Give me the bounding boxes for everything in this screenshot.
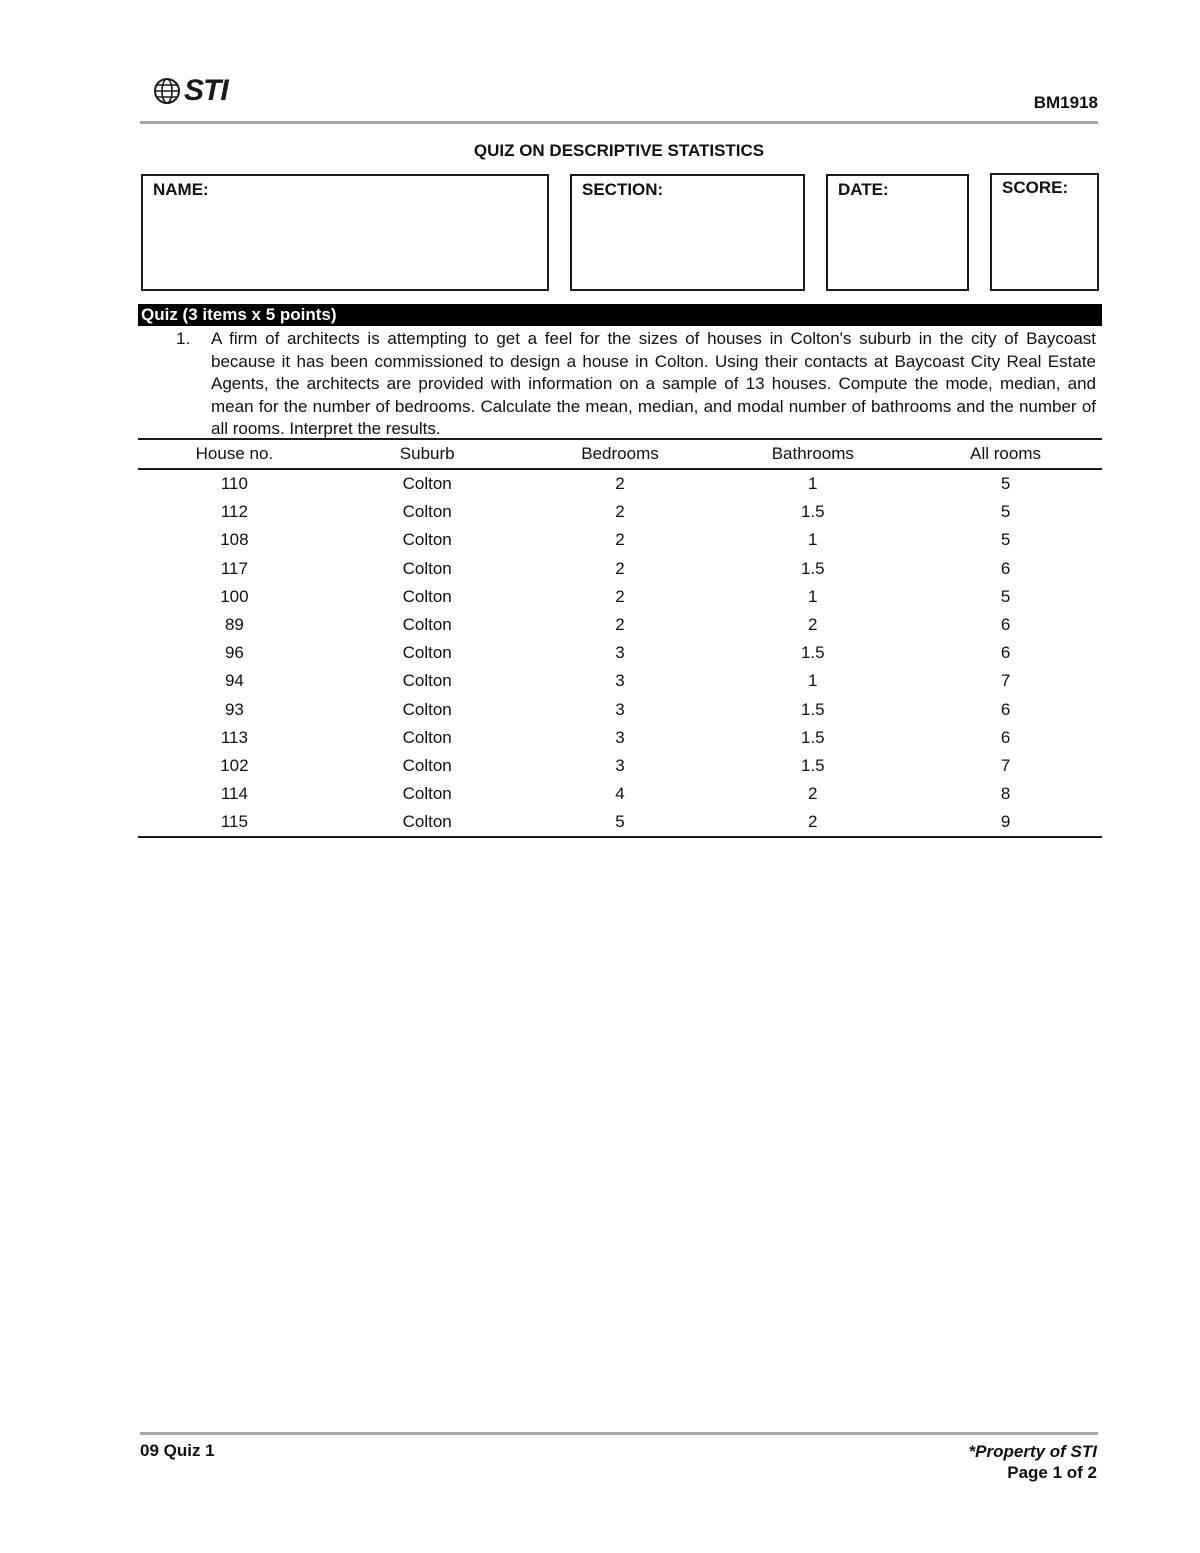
table-cell: 1 — [808, 586, 818, 606]
column-header: All rooms — [909, 439, 1102, 469]
table-row — [138, 808, 1102, 837]
table-cell: 1 — [808, 671, 818, 691]
table-cell: 115 — [138, 808, 331, 837]
section-label: SECTION: — [582, 180, 664, 199]
header-divider — [140, 121, 1098, 124]
table-cell: 6 — [1000, 643, 1011, 663]
table-cell: 94 — [224, 671, 244, 691]
table-cell: 6 — [1000, 699, 1011, 719]
table-cell: Colton — [402, 558, 452, 578]
table-cell: 1.5 — [800, 558, 825, 578]
quiz-heading: Quiz (3 items x 5 points) — [138, 304, 1102, 326]
table-cell: 6 — [1000, 727, 1011, 747]
table-cell: 96 — [224, 643, 244, 663]
table-cell: 6 — [1000, 615, 1011, 635]
score-label: SCORE: — [1002, 178, 1069, 197]
table-body — [138, 469, 1102, 837]
table-cell: 108 — [220, 530, 249, 550]
table-row — [138, 724, 1102, 752]
globe-icon — [152, 76, 182, 106]
table-cell: Colton — [402, 784, 452, 804]
logo-text: STI — [184, 74, 228, 107]
table-cell: Colton — [402, 615, 452, 635]
table-cell: 1.5 — [800, 727, 825, 747]
table-cell: Colton — [402, 699, 452, 719]
table-cell: 102 — [220, 755, 249, 775]
table-row — [138, 696, 1102, 724]
footer-divider — [140, 1432, 1098, 1435]
table-cell: 5 — [1000, 586, 1011, 606]
table-cell: 3 — [615, 643, 625, 663]
page-number: Page 1 of 2 — [1007, 1463, 1097, 1482]
table-cell: 1.5 — [800, 699, 825, 719]
footer-info — [969, 1441, 1097, 1483]
page-title: QUIZ ON DESCRIPTIVE STATISTICS — [473, 141, 765, 160]
data-table — [138, 438, 1102, 838]
table-row — [138, 583, 1102, 611]
table-cell: 7 — [1000, 755, 1011, 775]
table-cell: Colton — [331, 808, 524, 837]
table-row — [138, 526, 1102, 554]
table-cell: 1.5 — [800, 502, 825, 522]
table-cell: 100 — [220, 586, 249, 606]
table-cell: 2 — [615, 502, 625, 522]
table-cell: 8 — [1000, 784, 1011, 804]
column-header: Suburb — [331, 439, 524, 469]
name-field[interactable] — [141, 174, 549, 291]
table-cell: 113 — [220, 727, 248, 747]
name-label: NAME: — [153, 180, 209, 199]
table-cell: 2 — [615, 474, 625, 494]
question-item — [176, 328, 1096, 441]
table-row — [138, 667, 1102, 695]
table-cell: Colton — [402, 586, 452, 606]
table-cell: 117 — [220, 558, 248, 578]
table-cell: Colton — [402, 727, 452, 747]
table-row — [138, 555, 1102, 583]
table-cell: 1 — [808, 530, 818, 550]
table-row — [138, 752, 1102, 780]
table-row — [138, 780, 1102, 808]
table-header-row — [138, 439, 1102, 469]
property-notice: *Property of STI — [968, 1442, 1097, 1461]
table-cell: Colton — [402, 502, 452, 522]
table-cell: 114 — [220, 784, 248, 804]
table-cell: 7 — [1000, 671, 1011, 691]
column-header: Bathrooms — [716, 439, 909, 469]
section-field[interactable] — [570, 174, 805, 291]
table-cell: Colton — [402, 755, 452, 775]
date-label: DATE: — [838, 180, 889, 199]
table-cell: 93 — [224, 699, 244, 719]
question-text: A firm of architects is attempting to get a feel for the sizes of houses in Colton's suburb in the city of Baycoast because it has been commissioned to design a house in Colton. Using their contacts at Baycoast City Real Estate Agents, the architects are provided with information on a sample of 13 houses. Compute the mode, median, and mean for the number of bedrooms. Calculate the mean, median, and modal number of bathrooms and the number of all rooms. Interpret the results. — [211, 329, 1096, 439]
table-cell: 2 — [808, 615, 818, 635]
table-cell: 2 — [615, 586, 625, 606]
table-cell: 3 — [615, 699, 625, 719]
column-header: Bedrooms — [524, 439, 717, 469]
table-cell: 9 — [909, 808, 1102, 837]
table-cell: 3 — [615, 727, 625, 747]
score-field[interactable] — [990, 173, 1099, 291]
table-cell: Colton — [402, 671, 452, 691]
question-number: 1. — [176, 329, 191, 348]
table-cell: 89 — [224, 615, 244, 635]
date-field[interactable] — [826, 174, 969, 291]
document-id: 09 Quiz 1 — [140, 1441, 215, 1460]
table-row — [138, 469, 1102, 498]
table-cell: 1 — [808, 474, 818, 494]
table-row — [138, 611, 1102, 639]
table-cell: 3 — [615, 755, 625, 775]
table-cell: 1.5 — [800, 755, 825, 775]
sti-logo — [152, 74, 228, 108]
course-code: BM1918 — [1033, 93, 1098, 112]
table-cell: Colton — [402, 474, 452, 494]
table-cell: 2 — [615, 615, 625, 635]
table-row — [138, 639, 1102, 667]
table-cell: 2 — [716, 808, 909, 837]
table-cell: 5 — [1000, 502, 1011, 522]
table-cell: 1.5 — [800, 643, 825, 663]
table-cell: 2 — [808, 784, 818, 804]
table-cell: 5 — [1000, 474, 1011, 494]
column-header: House no. — [138, 439, 331, 469]
table-cell: 110 — [220, 474, 248, 494]
table-cell: Colton — [402, 530, 452, 550]
table-cell: 6 — [1000, 558, 1011, 578]
table-cell: 3 — [615, 671, 625, 691]
table-cell: 112 — [220, 502, 248, 522]
table-cell: 2 — [615, 558, 625, 578]
table-cell: 5 — [524, 808, 717, 837]
table-row — [138, 498, 1102, 526]
table-cell: 4 — [615, 784, 625, 804]
table-cell: 2 — [615, 530, 625, 550]
table-cell: 5 — [1000, 530, 1011, 550]
table-cell: Colton — [402, 643, 452, 663]
